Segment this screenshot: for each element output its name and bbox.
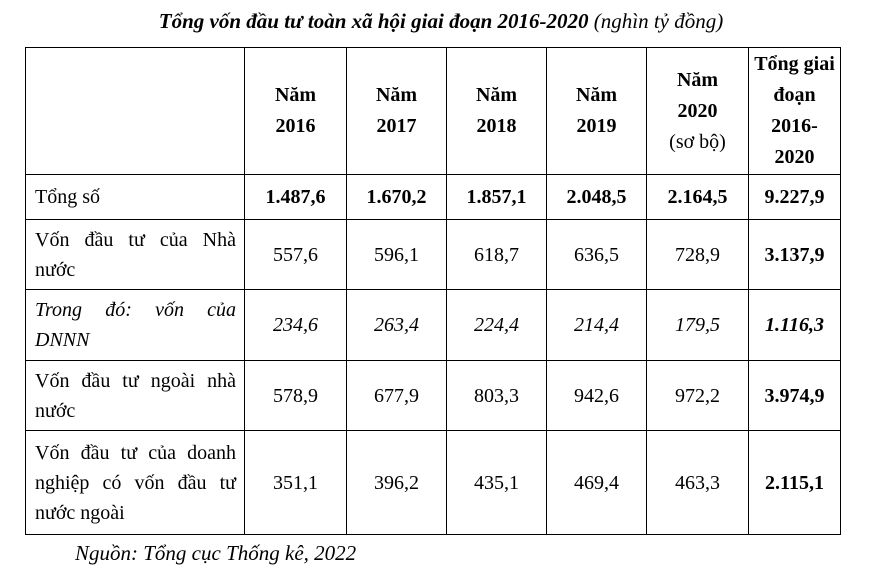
header-2020-line2: 2020 [677,99,718,122]
header-2020-line3: (sơ bộ) [669,130,726,153]
header-2018 [447,48,547,175]
header-2017 [347,48,447,175]
table-title-main: Tổng vốn đầu tư toàn xã hội giai đoạn 2016-2020 [158,9,589,33]
table-cell: 1.487,6 [245,175,347,220]
table-cell: 435,1 [447,431,547,535]
header-2018-line1: Năm [475,84,518,106]
header-total-line3: 2016- [771,115,818,137]
table-total-cell: 1.116,3 [749,290,841,361]
table-cell: 463,3 [647,431,749,535]
table-total-cell: 3.974,9 [749,361,841,431]
table-cell: 351,1 [245,431,347,535]
table-total-cell: 9.227,9 [749,175,841,220]
header-total [749,48,841,175]
table-cell: 469,4 [547,431,647,535]
table-cell: 214,4 [547,290,647,361]
table-row [26,290,841,361]
table-title-unit: (nghìn tỷ đồng) [593,9,724,33]
table-cell: 578,9 [245,361,347,431]
header-2016 [245,48,347,175]
table-cell: 942,6 [547,361,647,431]
header-2019-line1: Năm [575,84,618,106]
table-cell: 2.048,5 [547,175,647,220]
row-label: Vốn đầu tư của Nhà nước [26,220,245,290]
table-cell: 179,5 [647,290,749,361]
table-cell: 677,9 [347,361,447,431]
table-cell: 636,5 [547,220,647,290]
row-label: Vốn đầu tư của doanh nghiệp có vốn đầu tư nước ngoài [26,431,245,535]
header-empty-cell [26,48,245,175]
table-row [26,220,841,290]
table-cell: 972,2 [647,361,749,431]
header-2016-line2: 2016 [275,115,316,137]
table-cell: 234,6 [245,290,347,361]
header-2018-line2: 2018 [476,115,517,137]
table-cell: 1.670,2 [347,175,447,220]
row-label: Trong đó: vốn của DNNN [26,290,245,361]
table-title [0,6,882,36]
table-row [26,175,841,220]
table-total-cell: 2.115,1 [749,431,841,535]
header-2019-line2: 2019 [576,115,617,137]
header-2019 [547,48,647,175]
table-cell: 263,4 [347,290,447,361]
table-cell: 1.857,1 [447,175,547,220]
header-2017-line1: Năm [375,84,418,106]
row-label: Vốn đầu tư ngoài nhà nước [26,361,245,431]
header-2017-line2: 2017 [376,115,417,137]
table-total-cell: 3.137,9 [749,220,841,290]
header-2020-line1: Năm [676,68,719,91]
table-cell: 396,2 [347,431,447,535]
table-cell: 2.164,5 [647,175,749,220]
source-note: Nguồn: Tổng cục Thống kê, 2022 [75,541,357,565]
table-cell: 557,6 [245,220,347,290]
header-2016-line1: Năm [274,84,317,106]
table-cell: 596,1 [347,220,447,290]
table-cell: 803,3 [447,361,547,431]
table-cell: 618,7 [447,220,547,290]
header-total-line4: 2020 [774,146,815,168]
investment-table [25,47,841,535]
table-row [26,431,841,535]
row-label: Tổng số [26,175,245,220]
header-2020 [647,48,749,175]
table-header-row [26,48,841,175]
table-cell: 224,4 [447,290,547,361]
table-row [26,361,841,431]
table-cell: 728,9 [647,220,749,290]
header-total-line1: Tổng giai [754,53,835,75]
header-total-line2: đoạn [773,84,816,106]
